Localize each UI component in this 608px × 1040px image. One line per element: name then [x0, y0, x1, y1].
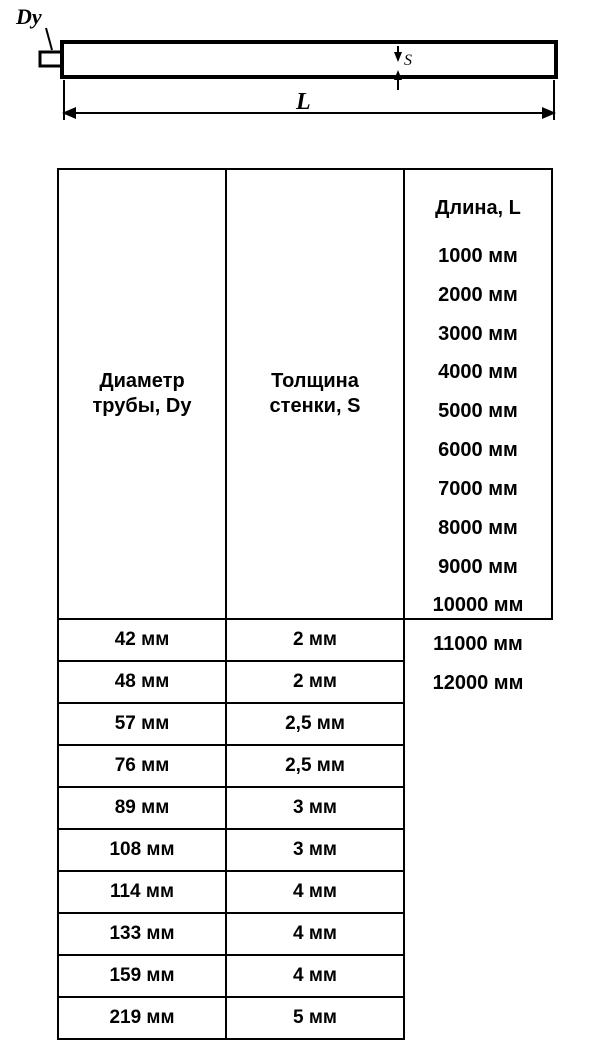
header-diameter	[58, 169, 226, 619]
header-thickness-line2: стенки, S	[269, 395, 361, 417]
list-item: 12000 мм	[432, 671, 524, 694]
cell-diameter: 114 мм	[58, 871, 226, 913]
pipe-body	[62, 42, 556, 77]
pipe-diagram	[0, 0, 608, 150]
cell-diameter: 219 мм	[58, 997, 226, 1039]
cell-thickness: 2,5 мм	[226, 745, 404, 787]
list-item: 11000 мм	[433, 633, 523, 656]
cell-diameter: 48 мм	[58, 661, 226, 703]
table-row	[58, 997, 552, 1039]
cell-diameter: 159 мм	[58, 955, 226, 997]
list-item: 3000 мм	[438, 322, 518, 345]
list-item: 2000 мм	[438, 283, 518, 306]
pipe-diagram-svg	[0, 0, 608, 150]
cell-diameter: 133 мм	[58, 913, 226, 955]
table-row	[58, 703, 552, 745]
table-row	[58, 787, 552, 829]
cell-thickness: 2 мм	[226, 619, 404, 661]
list-item: 1000 мм	[438, 245, 518, 267]
table-row	[58, 829, 552, 871]
cell-thickness: 2,5 мм	[226, 703, 404, 745]
cell-thickness: 4 мм	[226, 913, 404, 955]
cell-diameter: 57 мм	[58, 703, 226, 745]
cell-thickness: 4 мм	[226, 871, 404, 913]
list-item: 10000 мм	[432, 594, 524, 617]
header-length	[404, 169, 552, 694]
length-label-l: L	[296, 89, 311, 115]
list-item: 4000 мм	[438, 361, 518, 384]
cell-thickness: 5 мм	[226, 997, 404, 1039]
table-header-row	[58, 169, 552, 619]
dy-leader-line	[46, 28, 52, 50]
diameter-label-dy: Dy	[16, 4, 42, 29]
cell-diameter: 89 мм	[58, 787, 226, 829]
length-values-list	[405, 246, 551, 694]
list-item: 5000 мм	[438, 400, 518, 423]
header-diameter-line1: Диаметр	[99, 370, 185, 392]
cell-thickness: 2 мм	[226, 661, 404, 703]
cell-thickness: 3 мм	[226, 787, 404, 829]
header-thickness-line1: Толщина	[271, 370, 359, 392]
header-diameter-line2: трубы, Dy	[92, 395, 192, 417]
cell-diameter: 108 мм	[58, 829, 226, 871]
table-row	[58, 745, 552, 787]
list-item: 8000 мм	[438, 516, 518, 539]
cell-thickness: 4 мм	[226, 955, 404, 997]
header-length-text: Длина, L	[435, 196, 521, 219]
header-thickness	[226, 169, 404, 619]
table-row	[58, 871, 552, 913]
cell-thickness: 3 мм	[226, 829, 404, 871]
table-row	[58, 913, 552, 955]
list-item: 9000 мм	[438, 555, 518, 578]
pipe-spec-table	[57, 168, 553, 1040]
pipe-end-stub	[40, 52, 62, 66]
table-row	[58, 955, 552, 997]
cell-diameter: 42 мм	[58, 619, 226, 661]
list-item: 7000 мм	[438, 477, 518, 500]
list-item: 6000 мм	[438, 439, 518, 462]
cell-diameter: 76 мм	[58, 745, 226, 787]
wall-thickness-label-s: S	[404, 52, 412, 69]
